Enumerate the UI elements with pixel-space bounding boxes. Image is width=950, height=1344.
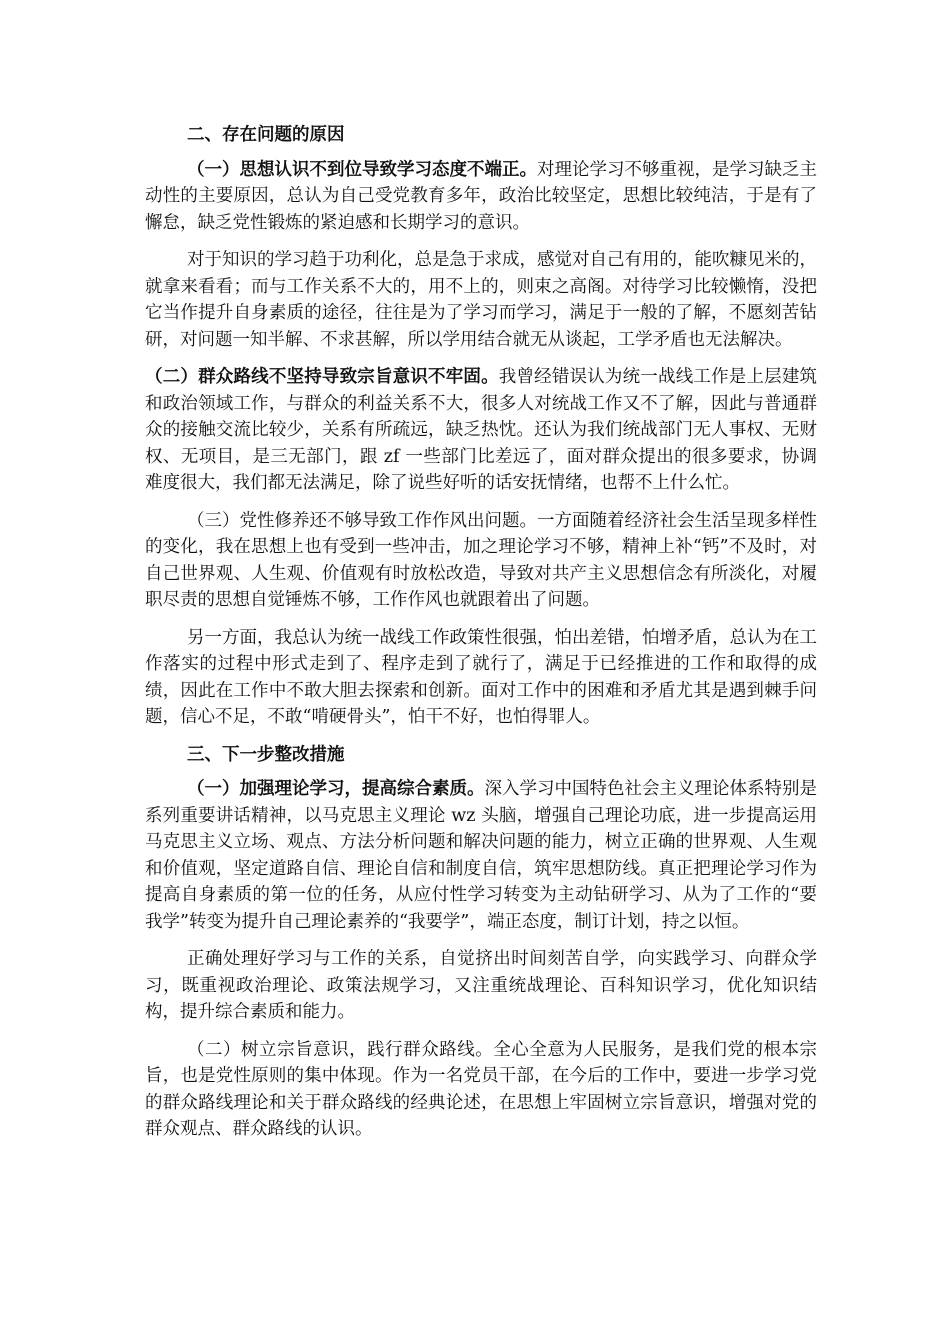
paragraph-utilitarian-learning — [145, 247, 817, 353]
section-heading-causes: 二、存在问题的原因 — [187, 125, 345, 145]
section-heading-measures: 三、下一步整改措施 — [187, 744, 345, 765]
paragraph-work-style — [145, 625, 817, 731]
paragraph-text: 另一方面，我总认为统一战线工作政策性很强，怕出差错，怕增矛盾，总认为在工作落实的过程中形式走到了、程序走到了就行了，满足于已经推进的工作和取得的成绩，因此在工作中不敢大胆去探索和创新。面对工作中的困难和矛盾尤其是遇到棘手问题，信心不足，不敢“啃硬骨头”，怕干不好，也怕得罪人。 — [145, 627, 817, 727]
paragraph-lead: （一）思想认识不到位导致学习态度不端正。 — [187, 159, 537, 180]
paragraph-purpose-awareness — [145, 1037, 817, 1143]
paragraph-lead: （二）群众路线不坚持导致宗旨意识不牢固。 — [145, 367, 499, 387]
document-page — [145, 122, 817, 1154]
paragraph-theory-study — [145, 776, 817, 935]
paragraph-text: 对理论学习不够重视，是学习缺乏主动性的主要原因，总认为自己受党教育多年，政治比较坚定，思想比较纯洁，于是有了懈怠，缺乏党性锻炼的紧迫感和长期学习的意识。 — [145, 159, 817, 233]
paragraph-mass-line — [145, 364, 817, 497]
paragraph-study-work-balance — [145, 946, 817, 1026]
paragraph-text: 深入学习中国特色社会主义理论体系特别是系列重要讲话精神，以马克思主义理论 wz 头脑，增强自己理论功底，进一步提高运用马克思主义立场、观点、方法分析问题和解决问题的能力，树立正确的世界观、人生观和价值观，坚定道路自信、理论自信和制度自信，筑牢思想防线。真正把理论学习作为提高自身素质的第一位的任务，从应付性学习转变为主动钻研学习、从为了工作的“要我学”转变为提升自己理论素养的“我要学”，端正态度，制订计划，持之以恒。 — [145, 779, 817, 932]
paragraph-text: 我曾经错误认为统一战线工作是上层建筑和政治领域工作，与群众的利益关系不大，很多人对统战工作又不了解，因此与普通群众的接触交流比较少，关系有所疏远，缺乏热忱。还认为我们统战部门无人事权、无财权、无项目，是三无部门，跟 zf 一些部门比差远了，面对群众提出的很多要求，协调难度很大，我们都无法满足，除了说些好听的话安抚情绪，也帮不上什么忙。 — [145, 367, 818, 493]
paragraph-text: （三）党性修养还不够导致工作作风出问题。一方面随着经济社会生活呈现多样性的变化，我在思想上也有受到一些冲击，加之理论学习不够，精神上补“钙”不及时，对自己世界观、人生观、价值观有时放松改造，导致对共产主义思想信念有所淡化，对履职尽责的思想自觉锤炼不够，工作作风也就跟着出了问题。 — [145, 510, 817, 610]
paragraph-text: 对于知识的学习趋于功利化，总是急于求成，感觉对自己有用的，能吹糠见米的，就拿来看看；而与工作关系不大的，用不上的，则束之高阁。对待学习比较懒惰，没把它当作提升自身素质的途径，往往是为了学习而学习，满足于一般的了解，不愿刻苦钻研，对问题一知半解、不求甚解，所以学用结合就无从谈起，工学矛盾也无法解决。 — [145, 250, 817, 350]
paragraph-lead: （一）加强理论学习，提高综合素质。 — [187, 779, 485, 799]
paragraph-ideological-awareness — [145, 157, 817, 237]
paragraph-text: （二）树立宗旨意识，践行群众路线。全心全意为人民服务，是我们党的根本宗旨，也是党性原则的集中体现。作为一名党员干部，在今后的工作中，要进一步学习党的群众路线理论和关于群众路线的经典论述，在思想上牢固树立宗旨意识，增强对党的群众观点、群众路线的认识。 — [145, 1039, 817, 1139]
paragraph-party-spirit — [145, 508, 817, 614]
paragraph-text: 正确处理好学习与工作的关系，自觉挤出时间刻苦自学，向实践学习、向群众学习，既重视政治理论、政策法规学习，又注重统战理论、百科知识学习，优化知识结构，提升综合素质和能力。 — [145, 949, 817, 1022]
